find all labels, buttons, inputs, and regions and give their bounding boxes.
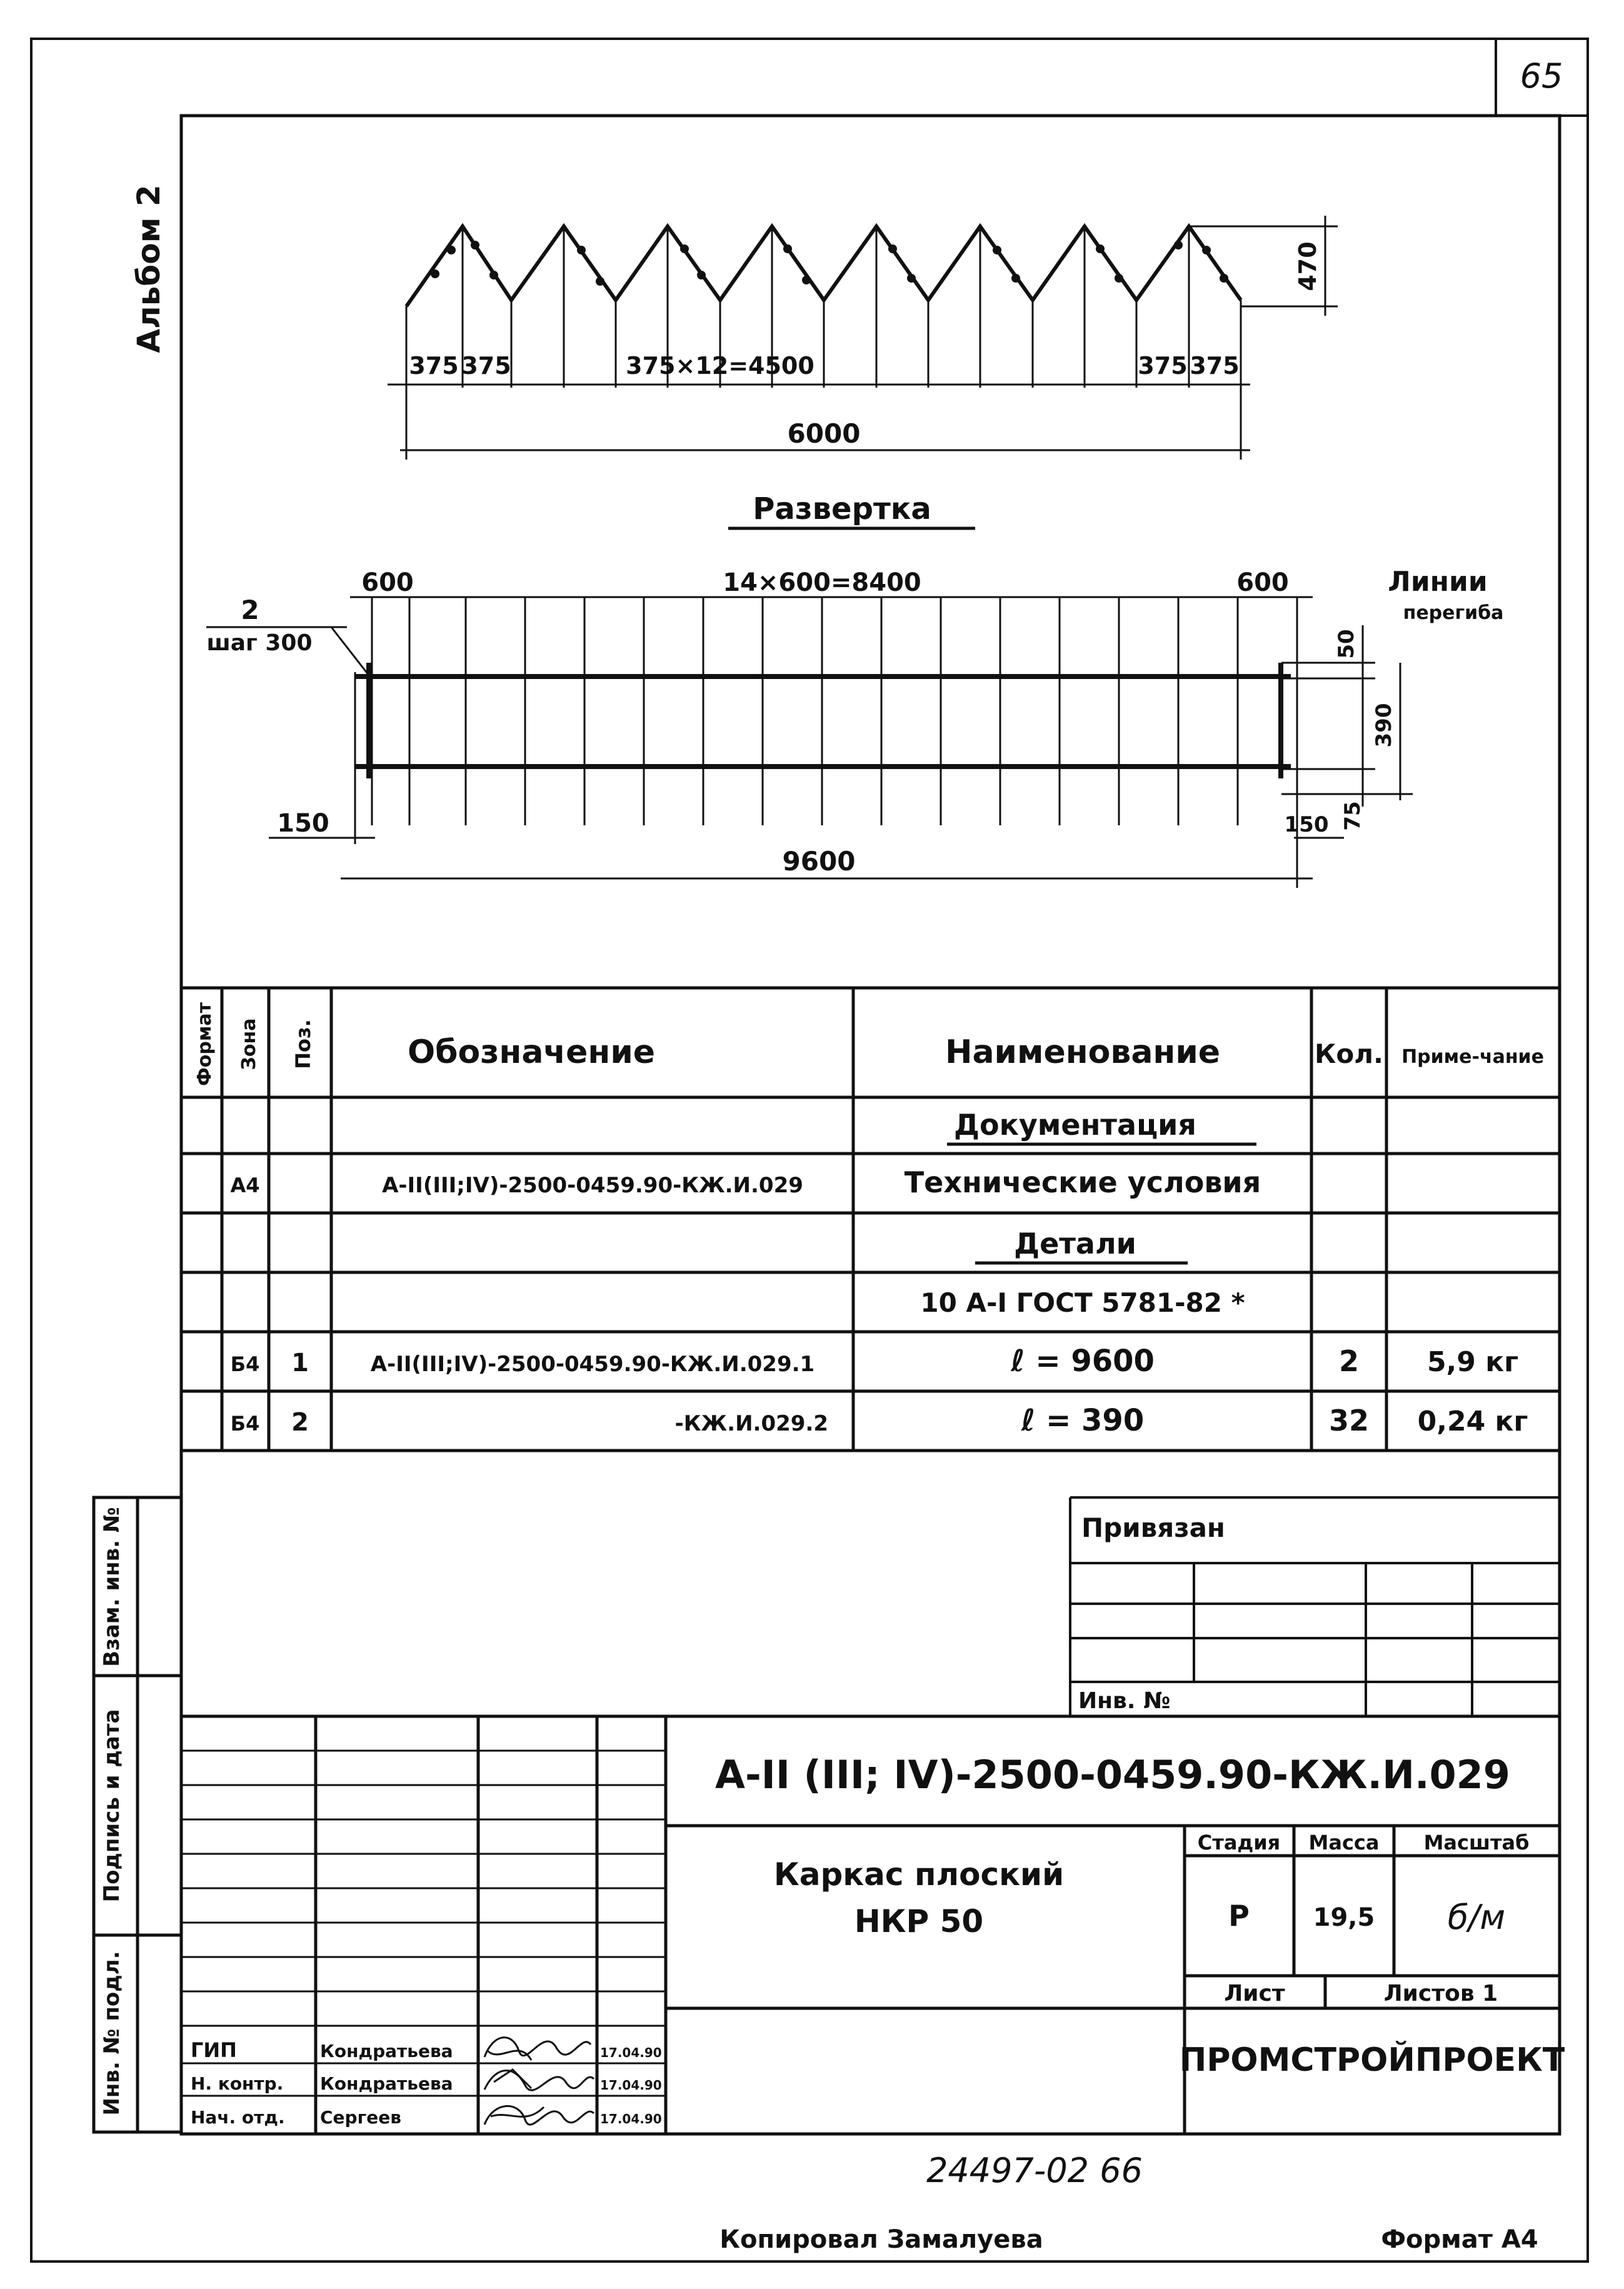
sheet-label: Лист (1224, 1981, 1285, 2006)
dim-50: 50 (1334, 629, 1359, 659)
signer-name: Сергеев (320, 2107, 401, 2128)
section-docs: Документация (954, 1108, 1196, 1142)
dim-375x12: 375×12=4500 (626, 352, 815, 380)
dim-6000: 6000 (787, 418, 861, 449)
copied-by: Копировал Замалуева (719, 2225, 1043, 2254)
row-format: А4 (230, 1174, 260, 1197)
org-name: ПРОМСТРОЙПРОЕКТ (1179, 2041, 1565, 2079)
hdr-designation: Обозначение (407, 1034, 656, 1071)
doc-number: 24497-02 66 (926, 2151, 1143, 2190)
row-format: Б4 (230, 1412, 260, 1436)
signer-date: 17.04.90 (600, 2078, 662, 2093)
row-name: ℓ = 9600 (1011, 1344, 1155, 1379)
signer-name: Кондратьева (320, 2041, 453, 2061)
row-material: 10 А-I ГОСТ 5781-82 * (920, 1287, 1245, 1318)
row-name: ℓ = 390 (1021, 1403, 1145, 1438)
scale-value: б/м (1447, 1898, 1506, 1937)
inv-no-label: Инв. № (1078, 1688, 1171, 1714)
stamp-podpis: Подпись и дата (99, 1709, 124, 1903)
bend-lines-sub: перегиба (1403, 602, 1504, 624)
row-format: Б4 (230, 1352, 260, 1376)
row-name: Технические условия (904, 1165, 1261, 1199)
dim-9600: 9600 (782, 846, 856, 877)
row-note: 5,9 кг (1426, 1346, 1519, 1378)
part-mark: НКР 50 (854, 1903, 984, 1939)
album-label: Альбом 2 (131, 184, 167, 353)
dim-150-right: 150 (1284, 812, 1329, 837)
stage-label: Стадия (1197, 1831, 1281, 1854)
row-designation: А-II(III;IV)-2500-0459.90-КЖ.И.029.1 (370, 1352, 815, 1377)
row-note: 0,24 кг (1417, 1406, 1528, 1437)
hdr-format: Формат (194, 1002, 216, 1086)
sheet-format: Формат А4 (1381, 2225, 1538, 2254)
sheets-label: Листов 1 (1383, 1981, 1498, 2006)
signer-date: 17.04.90 (600, 2045, 662, 2060)
signer-date: 17.04.90 (600, 2111, 662, 2126)
hdr-zone: Зона (238, 1018, 260, 1070)
stage-value: Р (1228, 1899, 1250, 1933)
callout-step: шаг 300 (206, 630, 313, 656)
unfold-view (206, 566, 1503, 888)
signature-marks (484, 2038, 594, 2125)
drawing-title: Развертка (753, 491, 931, 526)
page-number: 65 (1520, 56, 1563, 96)
dim-375-b: 375 (461, 352, 511, 380)
hdr-qty: Кол. (1315, 1039, 1383, 1069)
row-designation: -КЖ.И.029.2 (674, 1411, 828, 1436)
dim-600-right: 600 (1236, 568, 1289, 597)
signer-name: Кондратьева (320, 2073, 453, 2094)
signer-role: Нач. отд. (191, 2107, 285, 2128)
mass-label: Масса (1308, 1831, 1380, 1854)
row-designation: А-II(III;IV)-2500-0459.90-КЖ.И.029 (382, 1173, 803, 1198)
bend-lines-label: Линии (1388, 566, 1488, 598)
dim-600-left: 600 (361, 568, 414, 597)
zigzag-frame (388, 216, 1338, 460)
dim-375-d: 375 (1190, 352, 1240, 380)
row-qty: 2 (1338, 1344, 1360, 1378)
doc-code: А-II (III; IV)-2500-0459.90-КЖ.И.029 (715, 1752, 1510, 1798)
scale-label: Масштаб (1423, 1831, 1530, 1854)
signer-role: Н. контр. (191, 2073, 284, 2094)
part-name: Каркас плоский (773, 1856, 1065, 1893)
privyazan-label: Привязан (1081, 1512, 1225, 1543)
stamp-inv-podl: Инв. № подл. (99, 1951, 124, 2116)
row-pos: 1 (291, 1349, 309, 1377)
row-qty: 32 (1328, 1404, 1370, 1437)
dim-75: 75 (1340, 801, 1365, 831)
dim-470: 470 (1294, 241, 1321, 291)
hdr-pos: Поз. (291, 1019, 315, 1069)
row-pos: 2 (291, 1408, 309, 1437)
dim-375-c: 375 (1138, 352, 1188, 380)
dim-14x600: 14×600=8400 (723, 568, 921, 597)
mass-value: 19,5 (1313, 1903, 1375, 1932)
dim-375-a: 375 (409, 352, 459, 380)
signer-role: ГИП (191, 2038, 237, 2062)
stamp-vzam: Взам. инв. № (99, 1507, 124, 1667)
dim-390: 390 (1371, 703, 1396, 748)
section-details: Детали (1014, 1227, 1136, 1260)
callout-number: 2 (241, 595, 259, 625)
hdr-name: Наименование (945, 1034, 1221, 1071)
hdr-note: Приме-чание (1401, 1046, 1544, 1068)
dim-150-left: 150 (277, 809, 329, 838)
